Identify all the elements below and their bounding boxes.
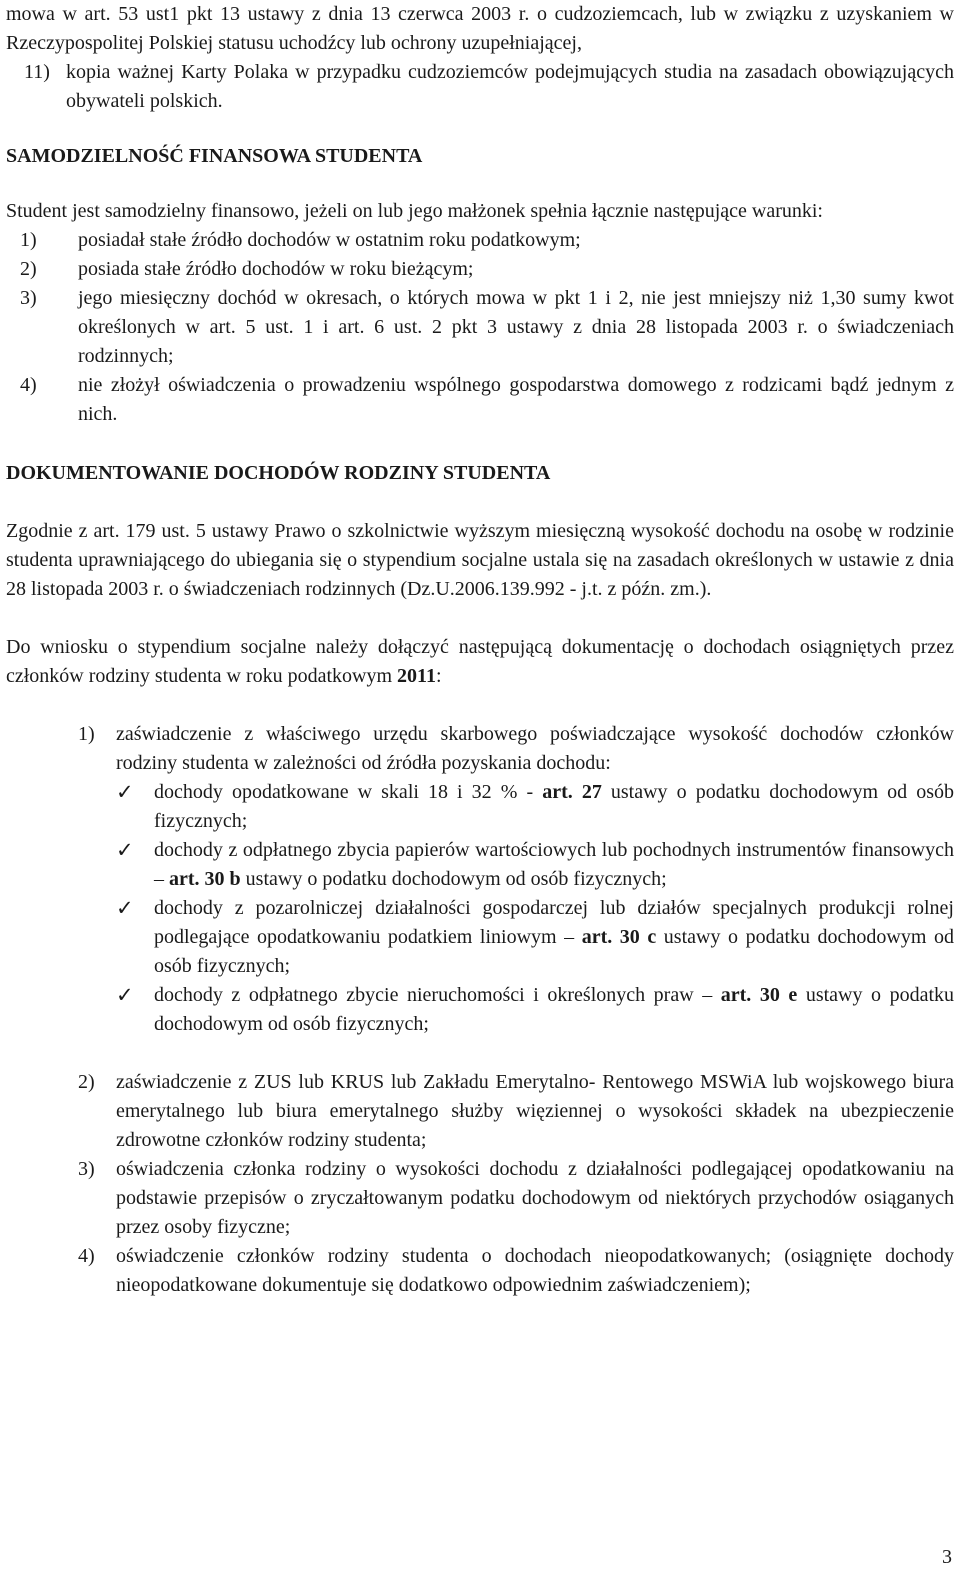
- check-text: dochody z odpłatnego zbycie nieruchomości i określonych praw – art. 30 e ustawy o podatku dochodowym od osób fizycznych;: [154, 984, 955, 1035]
- income-types-list: [6, 778, 954, 1039]
- list-text: kopia ważnej Karty Polaka w przypadku cudzoziemców podejmujących studia na zasadach obowiązujących obywateli polskich.: [66, 61, 954, 112]
- tax-year: 2011: [397, 665, 436, 687]
- list-text: oświadczenie członków rodziny studenta o dochodach nieopodatkowanych; (osiągnięte dochody nieopodatkowane dokumentuje się dodatkowo odpowiednim zaświadczeniem);: [116, 1245, 954, 1296]
- check-text: dochody z odpłatnego zbycia papierów wartościowych lub pochodnych instrumentów finansowych – art. 30 b ustawy o podatku dochodowym od osób fizycznych;: [154, 839, 954, 890]
- check-item: [116, 981, 954, 1039]
- list-number: 2): [20, 258, 37, 280]
- list-number: 4): [78, 1245, 95, 1267]
- list-item: [6, 226, 954, 255]
- section-intro: Student jest samodzielny finansowo, jeżeli on lub jego małżonek spełnia łącznie następujące warunki:: [6, 200, 823, 222]
- conditions-list: [6, 226, 954, 429]
- check-text: dochody z pozarolniczej działalności gospodarczej lub działów specjalnych produkcji rolnej podlegające opodatkowaniu podatkiem liniowym – art. 30 c ustawy o podatku dochodowym od osób fizycznych;: [154, 897, 954, 977]
- section-heading-financial-independence: SAMODZIELNOŚĆ FINANSOWA STUDENTA: [6, 145, 423, 167]
- list-item: [6, 1068, 954, 1155]
- list-item: [6, 1155, 954, 1242]
- page-number: 3: [942, 1546, 952, 1568]
- list-item: [6, 1242, 954, 1300]
- check-item: [116, 894, 954, 981]
- checkmark-icon: ✓: [116, 780, 134, 804]
- list-item: [6, 284, 954, 371]
- section-heading-income-documentation: DOKUMENTOWANIE DOCHODÓW RODZINY STUDENTA: [6, 462, 551, 484]
- list-text: posiadał stałe źródło dochodów w ostatnim roku podatkowym;: [78, 229, 581, 251]
- document-item-1: [6, 720, 954, 778]
- list-number: 4): [20, 374, 37, 396]
- documents-list-continued: [6, 1068, 954, 1300]
- list-text: zaświadczenie z ZUS lub KRUS lub Zakładu Emerytalno- Rentowego MSWiA lub wojskowego biura emerytalnego lub biura emerytalnego służby więziennej o wysokości składek na ubezpieczenie zdrowotne członków rodziny studenta;: [116, 1071, 954, 1151]
- checkmark-icon: ✓: [116, 838, 134, 862]
- list-number: 1): [20, 229, 37, 251]
- list-number: 3): [78, 1158, 95, 1180]
- document-page: [6, 0, 954, 1300]
- checkmark-icon: ✓: [116, 983, 134, 1007]
- list-text: zaświadczenie z właściwego urzędu skarbowego poświadczające wysokość dochodów członków rodziny studenta w zależności od źródła pozyskania dochodu:: [116, 723, 954, 774]
- list-number: 1): [78, 723, 95, 745]
- check-item: [116, 836, 954, 894]
- list-item: [6, 371, 954, 429]
- required-documents-paragraph: Do wniosku o stypendium socjalne należy dołączyć następującą dokumentację o dochodach osiągniętych przez członków rodziny studenta w roku podatkowym 2011:: [6, 636, 954, 687]
- legal-basis-paragraph: Zgodnie z art. 179 ust. 5 ustawy Prawo o szkolnictwie wyższym miesięczną wysokość dochodu na osobę w rodzinie studenta uprawniającego do ubiegania się o stypendium socjalne ustala się na zasadach określonych w ustawie z dnia 28 listopada 2003 r. o świadczeniach rodzinnych (Dz.U.2006.139.992 - j.t. z późn. zm.).: [6, 520, 954, 600]
- check-item: [116, 778, 954, 836]
- list-item: [6, 255, 954, 284]
- list-number: 2): [78, 1071, 95, 1093]
- list-text: posiada stałe źródło dochodów w roku bieżącym;: [78, 258, 474, 280]
- list-text: jego miesięczny dochód w okresach, o których mowa w pkt 1 i 2, nie jest mniejszy niż 1,30 sumy kwot określonych w art. 5 ust. 1 i art. 6 ust. 2 pkt 3 ustawy z dnia 28 listopada 2003 r. o świadczeniach rodzinnych;: [78, 287, 954, 367]
- list-number: 11): [24, 61, 50, 83]
- list-number: 3): [20, 287, 37, 309]
- check-text: dochody opodatkowane w skali 18 i 32 % - art. 27 ustawy o podatku dochodowym od osób fizycznych;: [154, 781, 954, 832]
- list-text: oświadczenia członka rodziny o wysokości dochodu z działalności podlegającej opodatkowaniu na podstawie przepisów o zryczałtowanym podatku dochodowym od niektórych przychodów osiąganych przez osoby fizyczne;: [116, 1158, 954, 1238]
- list-item-11: [6, 58, 954, 116]
- continuation-paragraph: mowa w art. 53 ust1 pkt 13 ustawy z dnia 13 czerwca 2003 r. o cudzoziemcach, lub w związku z uzyskaniem w Rzeczypospolitej Polskiej statusu uchodźcy lub ochrony uzupełniającej,: [6, 3, 954, 54]
- list-text: nie złożył oświadczenia o prowadzeniu wspólnego gospodarstwa domowego z rodzicami bądź jednym z nich.: [78, 374, 954, 425]
- checkmark-icon: ✓: [116, 896, 134, 920]
